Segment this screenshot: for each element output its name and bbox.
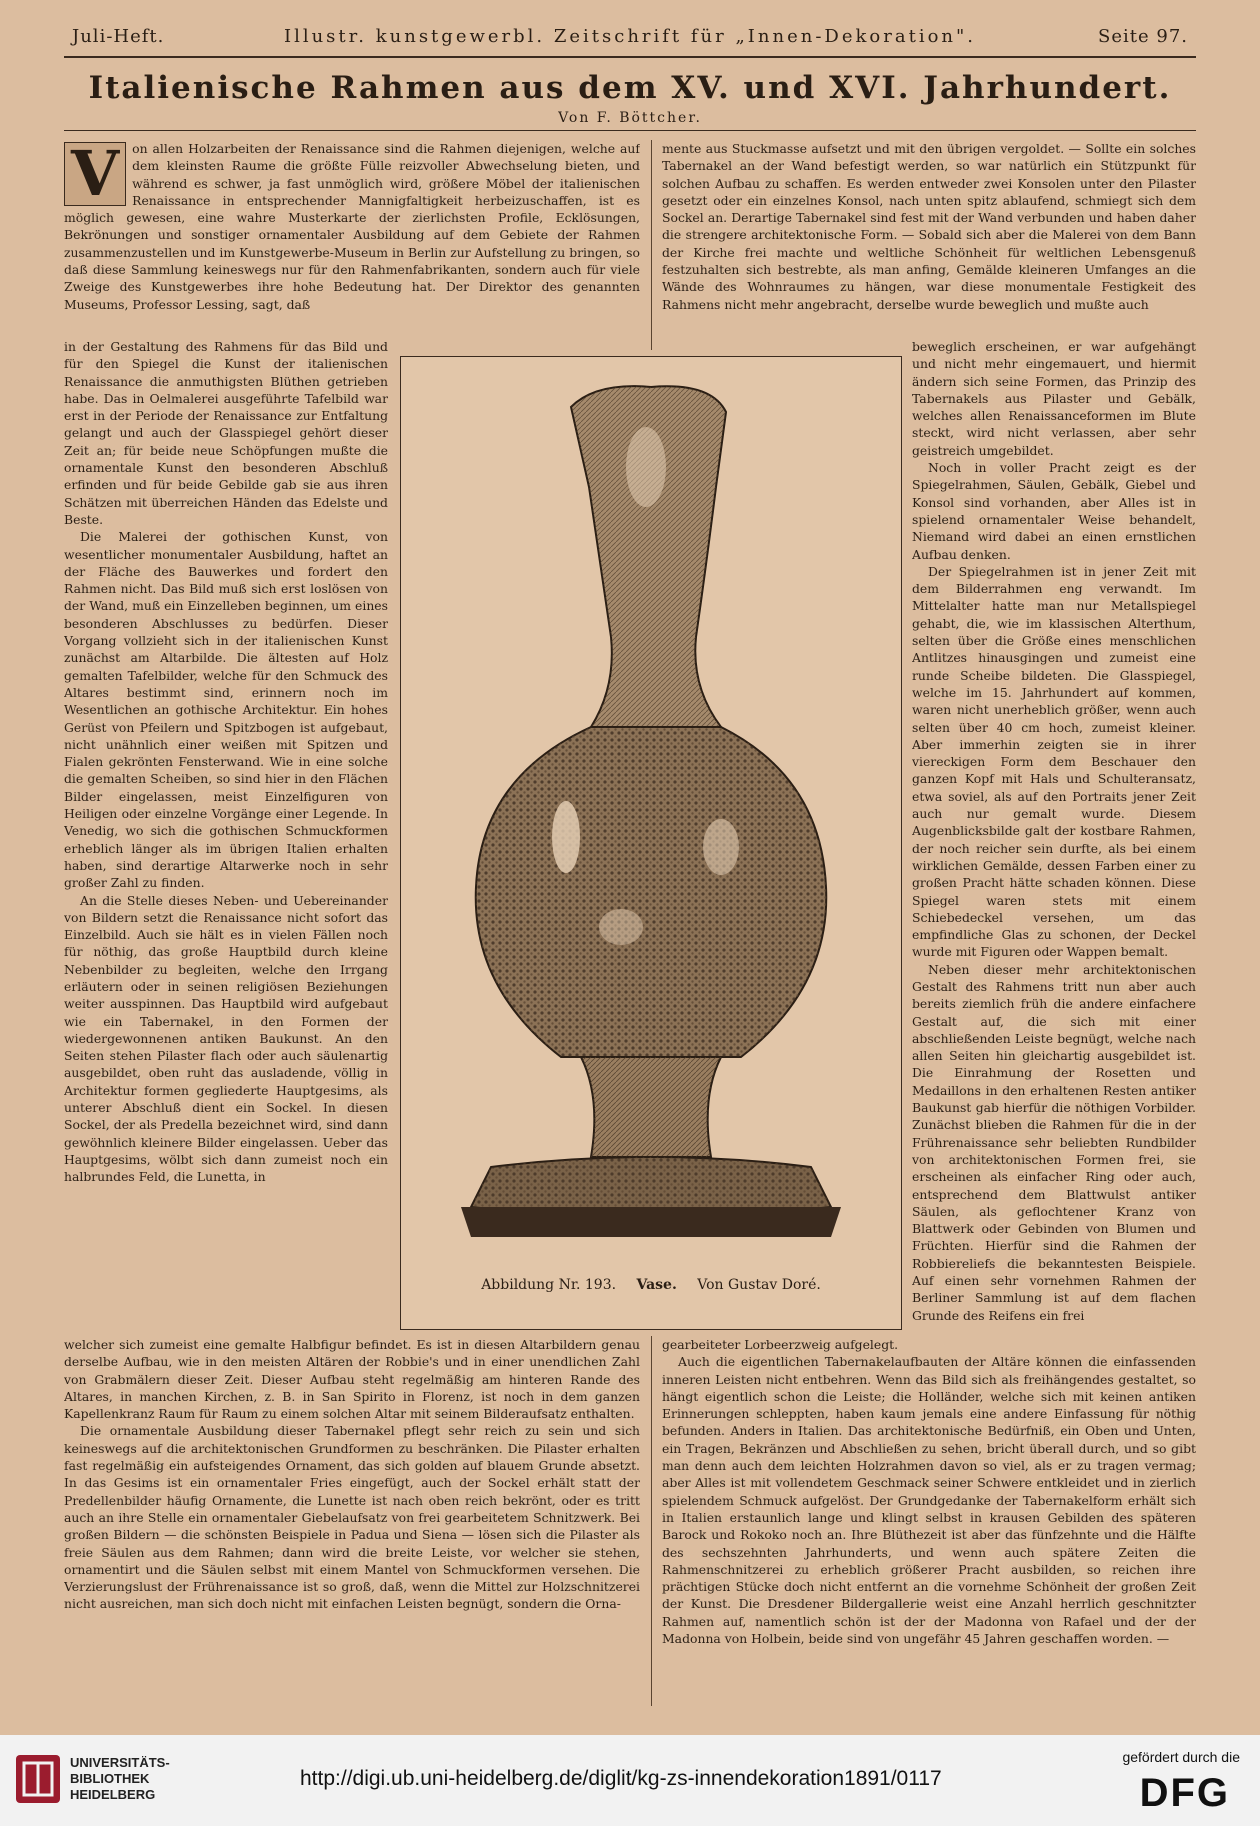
paragraph-right-4: Neben dieser mehr architektonischen Gestalt des Rahmens tritt nun aber auch bereits ziemlich früh die andere einfachere Gestalt auf, die sich mit einer abschließenden Leiste begnügt, welche nach allen Seiten hin gleichartig ausgebildet ist. Die Einrahmung der Rosetten und Medaillons in den erhaltenen Resten antiker Baukunst gab hierfür die nöthigen Vorbilder. Zunächst blieben die Rahmen für die in der Frührenaissance sehr beliebten Rundbilder von architektonischen Formen frei, sie erscheinen als einfacher Ring oder auch, entsprechend dem Blattwulst antiker Säulen, als geflochtener Kranz von Blattwerk oder Gebinden von Blumen und Früchten. Hierfür sind die Rahmen der Robbiereliefs die bekanntesten Beispiele. Auf einen sehr vornehmen Rahmen der Berliner Sammlung ist auf dem flachen Grunde des Reifens ein frei (912, 961, 1196, 1323)
library-line-2: BIBLIOTHEK (70, 1771, 150, 1786)
left-column-bottom (64, 1336, 640, 1706)
paragraph-left-1: in der Gestaltung des Rahmens für das Bild und für den Spiegel die Kunst der italienischen Renaissance die anmuthigsten Blüthen getrieben habe. Das in Oelmalerei ausgeführte Tafelbild war erst in der Periode der Renaissance zur Entfaltung gelangt und auch der Glasspiegel gehört dieser Zeit an; für beide neue Schöpfungen mußte die ornamentale Kunst den besonderen Abschluß erfinden und für beide Gebilde gab sie aus ihren Schätzen mit überreichen Händen das Edelste und Beste. (64, 339, 388, 527)
paragraph-right-3: Der Spiegelrahmen ist in jener Zeit mit dem Bilderrahmen eng verwandt. Im Mittelalter hatte man nur Metallspiegel gehabt, die, wie im klassischen Alterthum, selten über die Größe eines menschlichen Antlitzes hinausgingen und zumeist eine runde Scheibe bildeten. Die Glasspiegel, welche im 15. Jahrhundert auf kommen, waren nicht unerheblich größer, wenn auch selten über 40 cm hoch, zumeist kleiner. Aber immerhin zeigten sie in ihrer viereckigen Form dem Beschauer den ganzen Kopf mit Hals und Schulteransatz, etwa soviel, als auf den Portraits jener Zeit auch nur gemalt wurde. Diesem Augenblicksbilde galt der kostbare Rahmen, der noch reicher sein durfte, als bei einem wirklichen Gemälde, dessen Farben einer zu großen Pracht hätte schaden können. Diese Spiegel waren stets mit einem Schiebedeckel versehen, um das empfindliche Glas zu schonen, der Deckel wurde mit Figuren oder Wappen bemalt. (912, 563, 1196, 960)
university-seal-icon (14, 1753, 62, 1805)
paragraph-left-3: An die Stelle dieses Neben- und Uebereinander von Bildern setzt die Renaissance nicht sofort das Einzelbild. Auch sie hält es in vielen Fällen noch für nöthig, das große Hauptbild durch kleine Nebenbilder zu begleiten, welche den Irrgang erläutern oder in seinen religiösen Beziehungen weiter ausspinnen. Das Hauptbild wird aufgebaut wie ein Tabernakel, in den Formen der wiedergewonnenen antiken Baukunst. An den Seiten stehen Pilaster flach oder auch säulenartig ausgebildet, oben ruht das ausladende, völlig in Architektur formen gegliederte Hauptgesims, als unterer Abschluß dient ein Sockel. In diesen Sockel, der als Predella bezeichnet wird, sind dann gewöhnlich kleinere Bilder eingelassen. Ueber das Hauptgesims, wölbt sich dann zumeist noch ein halbrundes Feld, die Lunetta, in (64, 892, 388, 1185)
paragraph-right-intro: mente aus Stuckmasse aufsetzt und mit den übrigen vergoldet. — Sollte ein solches Tabernakel an der Wand befestigt werden, so war natürlich ein Stützpunkt für solchen Aufbau zu schaffen. Es werden entweder zwei Konsolen unter den Pilaster gesetzt oder ein einzelnes Konsol, nach unten spitz ablaufend, schmiegt sich dem Sockel an. Derartige Tabernakel sind fest mit der Wand verbunden und haben daher die strengere architektonische Form. — Sobald sich aber die Malerei von dem Bann der Kirche frei machte und weltliche Schönheit für weltlichen Lebensgenuß festzuhalten sich bestrebte, als man anfing, Gemälde kleineren Umfanges an die Wände des Wohnraumes zu hängen, war diese monumentale Festigkeit des Rahmens nicht mehr angebracht, derselbe wurde beweglich und mußte auch (662, 141, 1196, 312)
right-column-top (662, 140, 1196, 334)
issue-label: Juli-Heft. (72, 26, 165, 47)
left-column-narrow (64, 338, 388, 1332)
paragraph-right-6: Auch die eigentlichen Tabernakelaufbauten der Altäre können die einfassenden inneren Leisten nicht entbehren. Wenn das Bild sich als freihängendes gestaltet, so hängt eigentlich schon die Leiste; die Holländer, welche sich mit keinen antiken Erinnerungen schleppten, haben kaum jemals eine andere Einfassung für nöthig befunden. Anders in Italien. Das architektonische Bedürfniß, ein Oben und Unten, ein Tragen, Bekränzen und Abschließen zu sehen, bricht überall durch, und so gibt man denn auch dem leichten Holzrahmen davon so viel, als er zu tragen vermag; aber Alles ist mit vollendetem Geschmack seiner Schwere entkleidet und in zierlich spielendem Schmuck aufgelöst. Der Grundgedanke der Tabernakelform erhält sich in Italien erstaunlich lange und klingt selbst in krausen Gebilden des späteren Barock und Rokoko noch an. Ihre Blüthezeit ist aber das fünfzehnte und die Hälfte des sechszehnten Jahrhunderts, und wenn auch spätere Zeiten die Rahmenschnitzerei zu erheblich größerer Pracht ausbilden, so reichen ihre prächtigen Stücke doch nicht entfernt an die vornehme Schönheit der großen Zeit der Kunst. Die Dresdener Bildergallerie weist eine Anzahl herrlich geschnitzter Rahmen auf, namentlich schön ist der der Madonna von Rafael und der der Madonna von Holbein, beide sind von ungefähr 45 Jahren geschaffen worden. — (662, 1354, 1196, 1647)
caption-author: Von Gustav Doré. (697, 1277, 821, 1293)
paragraph-intro: on allen Holzarbeiten der Renaissance sind die Rahmen diejenigen, welche auf dem kleinsten Raume die größte Fülle reizvoller Abwechselung bieten, und während es schwer, ja fast unmöglich wird, größere Möbel der italienischen Renaissance in entsprechender Mannigfaltigkeit herbeizuschaffen, ist es möglich gewesen, eine wahre Musterkarte der zierlichsten Profile, Ecklösungen, Bekrönungen und sonstiger ornamentaler Ausbildung auf dem Gebiete der Rahmen zusammenzustellen und im Kunstgewerbe-Museum in Berlin zur Aufstellung zu bringen, so daß diese Sammlung keineswegs nur für den Rahmenfabrikanten, sondern auch für viele Zweige des Kunstgewerbes ihre hohe Bedeutung hat. Der Direktor des genannten Museums, Professor Lessing, sagt, daß (64, 141, 640, 312)
paragraph-right-5: gearbeiteter Lorbeerzweig aufgelegt. (662, 1337, 899, 1352)
paragraph-right-1: beweglich erscheinen, er war aufgehängt und nicht mehr eingemauert, und hiermit ändern sich seine Formen, das Prinzip des Tabernakels aus Pilaster und Gebälk, welches allen Renaissanceformen im Blute steckt, wird nicht verlassen, aber sehr geistreich umgebildet. (912, 339, 1196, 458)
article-title: Italienische Rahmen aus dem XV. und XVI. Jahrhundert. (88, 70, 1172, 106)
library-line-1: UNIVERSITÄTS- (70, 1755, 170, 1770)
funding-note: gefördert durch die (1122, 1749, 1240, 1765)
vase-engraving (421, 367, 881, 1267)
journal-title: Illustr. kunstgewerbl. Zeitschrift für „Innen-Dekoration". (283, 26, 977, 47)
paragraph-left-4: welcher sich zumeist eine gemalte Halbfigur befindet. Es ist in diesen Altarbildern genau derselbe Aufbau, wie in den meisten Altären der Robbie's und in einer unendlichen Zahl von Grabmälern dieser Zeit. Dieser Aufbau steht regelmäßig am hinteren Rande des Altares, in manchen Kirchen, z. B. in San Spirito in Florenz, ist noch in dem ganzen Kapellenkranz Raum für Raum zu einem solchen Altar mit seinem Bilderaufsatz enthalten. (64, 1337, 640, 1422)
library-name (70, 1755, 170, 1803)
caption-title: Vase. (636, 1277, 677, 1293)
library-line-3: HEIDELBERG (70, 1787, 156, 1802)
left-column-top (64, 140, 640, 352)
right-column-bottom (662, 1336, 1196, 1706)
paragraph-left-5: Die ornamentale Ausbildung dieser Tabernakel pflegt sehr reich zu sein und sich keineswegs auf die architektonischen Grundformen zu beschränken. Die Pilaster erhalten fast regelmäßig ein aufsteigendes Ornament, das sich golden auf blauem Grunde absetzt. In das Gesims ist ein ornamentaler Fries eingefügt, auch der Sockel erhält statt der Predellenbilder häufig Ornamente, die Lunette ist nach oben reich bekrönt, oder es tritt auch an ihre Stelle ein ornamentaler Giebelaufsatz von frei gearbeitetem Schnitzwerk. Bei großen Bildern — die schönsten Beispiele in Padua und Siena — lösen sich die Pilaster als freie Säulen aus dem Rahmen; dann wird die breite Leiste, vor welcher sie stehen, ornamentirt und die Säulen selbst mit einem Mantel von Schmuckformen versehen. Die Verzierungslust der Frührenaissance ist so groß, daß, wenn die Mittel zur Holzschnitzerei nicht ausreichen, man sich doch nicht mit einfachen Leisten begnügt, sondern die Orna- (64, 1423, 640, 1612)
digitization-footer (0, 1735, 1260, 1826)
running-header (72, 26, 1188, 50)
paragraph-left-2: Die Malerei der gothischen Kunst, von wesentlicher monumentaler Ausbildung, haftet an der Fläche des Bauwerkes und fordert den Rahmen nicht. Das Bild muß sich erst loslösen von der Wand, muß ein Einzelleben beginnen, um eines besonderen Abschlusses zu bedürfen. Dieser Vorgang vollzieht sich in der italienischen Kunst zunächst am Altarbilde. Die ältesten auf Holz gemalten Tafelbilder, welche für den Schmuck des Altares bestimmt sind, erinnern noch im Wesentlichen an gothische Architektur. Ein hohes Gerüst von Pfeilern und Spitzbogen ist aufgebaut, nicht unähnlich einer weißen mit Spitzen und Fialen gekrönten Fensterwand. Wie in eine solche die gemalten Scheiben, so sind hier in den Flächen Bilder eingelassen, meist Einzelfiguren von Heiligen oder einzelne Vorgänge einer Legende. In Venedig, wo sich die gothischen Schmuckformen erheblich länger als im übrigen Italien erhalten haben, sind derartige Altarwerke noch in sehr großer Zahl zu finden. (64, 529, 388, 891)
drop-cap: V (64, 142, 126, 206)
permalink-url[interactable]: http://digi.ub.uni-heidelberg.de/diglit/kg-zs-innendekoration1891/0117 (300, 1767, 942, 1790)
figure-frame (400, 356, 902, 1330)
caption-number: Abbildung Nr. 193. (481, 1277, 617, 1293)
page-number: Seite 97. (1098, 26, 1188, 47)
figure-caption (401, 1277, 901, 1293)
title-rule (64, 130, 1196, 131)
column-divider-bottom (651, 1336, 652, 1706)
header-rule (64, 56, 1196, 58)
column-divider-top (651, 140, 652, 350)
right-column-narrow (912, 338, 1196, 1332)
paragraph-right-2: Noch in voller Pracht zeigt es der Spiegelrahmen, Säulen, Gebälk, Giebel und Konsol sind vorhanden, aber Alles ist in spielend ornamentaler Weise behandelt, Niemand wird dabei an einen ernstlichen Aufbau denken. (912, 460, 1196, 562)
dfg-logo: DFG (1139, 1771, 1230, 1815)
article-byline: Von F. Böttcher. (558, 110, 702, 126)
